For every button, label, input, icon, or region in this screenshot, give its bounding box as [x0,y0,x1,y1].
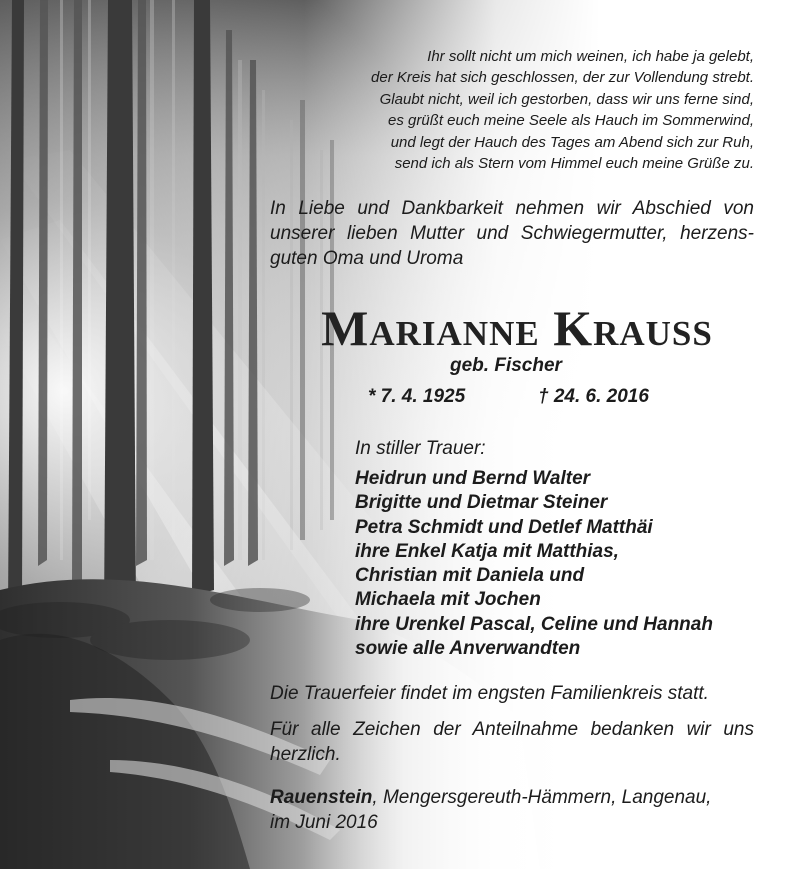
thanks-notice [270,717,754,767]
thanks-line: Für alle Zeichen der Anteilnahme bedanken wir uns [270,719,754,740]
notice-date: im Juni 2016 [270,812,378,833]
memorial-poem [254,46,754,174]
place-line [270,785,711,810]
funeral-notice: Die Trauerfeier findet im engsten Familienkreis statt. [270,683,709,704]
intro-line: unserer lieben Mutter und Schwiegermutter, herzens- [270,223,754,244]
poem-line: der Kreis hat sich geschlossen, der zur Vollendung strebt. [371,69,754,87]
mourner-line: Heidrun und Bernd Walter [355,468,591,489]
poem-line: Glaubt nicht, weil ich gestorben, dass wir uns ferne sind, [379,90,754,108]
mourner-line: sowie alle Anverwandten [355,638,581,660]
birth-date: * 7. 4. 1925 [368,386,466,407]
poem-line: Ihr sollt nicht um mich weinen, ich habe ja gelebt, [427,48,754,65]
thanks-line: herzlich. [270,744,341,765]
mourning-label: In stiller Trauer: [355,438,486,459]
poem-line: send ich als Stern vom Himmel euch meine Grüße zu. [394,155,754,173]
place-and-date [270,785,711,835]
deceased-name: Marianne Krauss [321,300,713,356]
mourner-line: Petra Schmidt und Detlef Matthäi [355,516,653,538]
mourner-line: Brigitte und Dietmar Steiner [355,492,608,514]
mourner-line: Christian mit Daniela und [355,565,585,587]
place-others: , Mengersgereuth-Hämmern, Langenau, [372,787,712,808]
intro-line: guten Oma und Uroma [270,248,464,269]
mourner-line: ihre Urenkel Pascal, Celine und Hannah [355,613,713,635]
mourner-line: Michaela mit Jochen [355,589,541,611]
mourners-list [355,467,713,661]
birth-name: geb. Fischer [450,355,562,376]
death-date: † 24. 6. 2016 [538,386,649,407]
poem-line: es grüßt euch meine Seele als Hauch im Sommerwind, [388,112,754,130]
place-main: Rauenstein [270,787,373,808]
mourner-line: ihre Enkel Katja mit Matthias, [355,540,619,562]
intro-line: In Liebe und Dankbarkeit nehmen wir Abschied von [270,198,754,219]
poem-line: und legt der Hauch des Tages am Abend sich zur Ruh, [390,133,754,151]
farewell-intro [270,196,754,271]
